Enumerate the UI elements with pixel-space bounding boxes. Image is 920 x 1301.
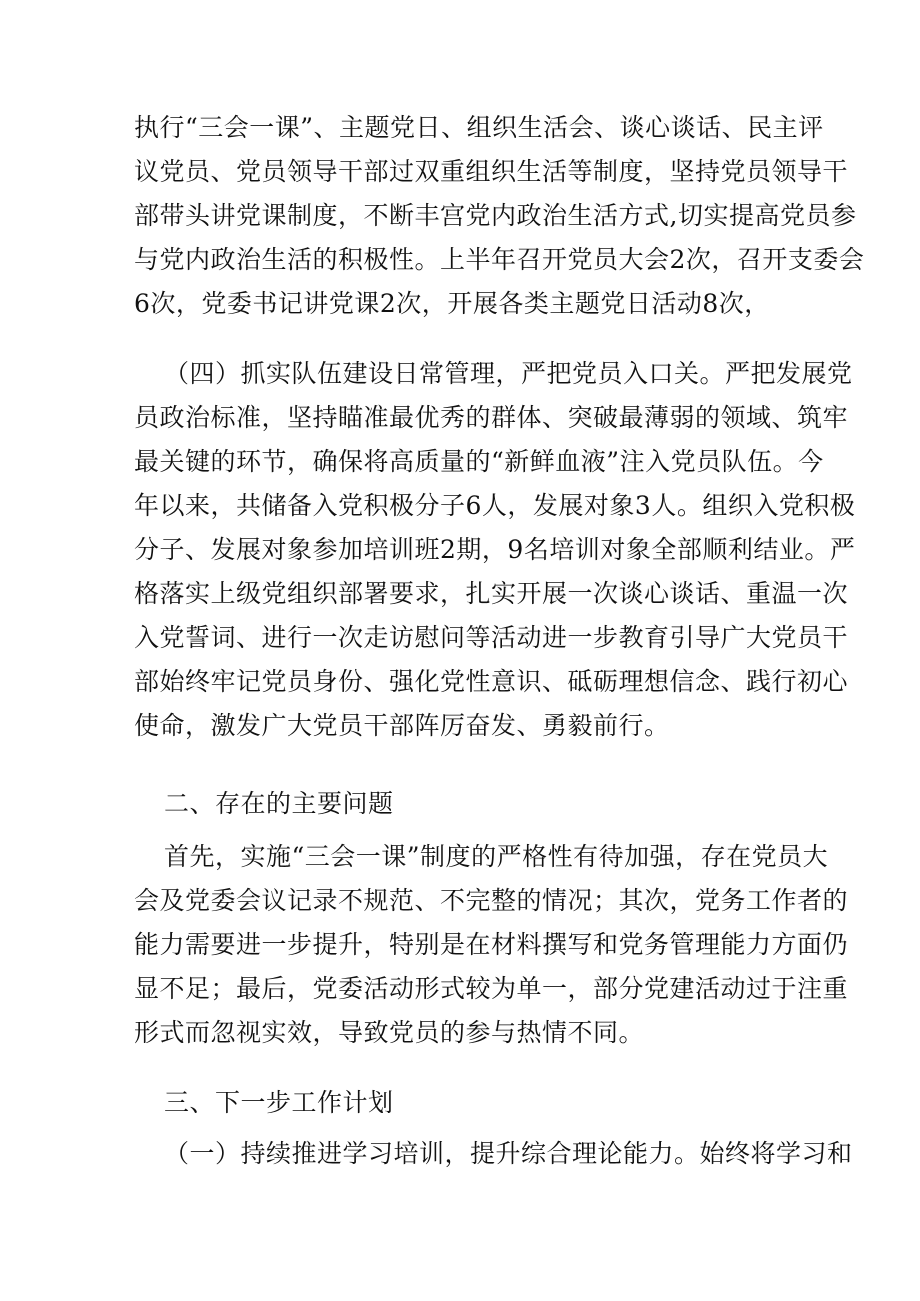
text-line: 使命，激发广大党员干部阵厉奋发、勇毅前行。 [134, 711, 670, 740]
paragraph-team-building [134, 352, 856, 748]
text-line: 格落实上级党组织部署要求，扎实开展一次谈心谈话、重温一次 [134, 579, 849, 608]
paragraph-problems [134, 835, 849, 1055]
text-line: 入党誓词、进行一次走访慰问等活动进一步教育引导广大党员干 [134, 623, 849, 652]
text-line: 议党员、党员领导干部过双重组织生活等制度，坚持党员领导干 [134, 157, 849, 186]
paragraph-plan [134, 1132, 853, 1176]
section-heading: 三、下一步工作计划 [164, 1088, 394, 1117]
text-line: 与党内政治生活的积极性。上半年召开党员大会2次，召开支委会 [134, 245, 865, 274]
text-line: 形式而忽视实效，导致党员的参与热情不同。 [134, 1018, 645, 1047]
text-line: 部带头讲党课制度，不断丰宫党内政治生活方式,切实提高党员参 [134, 201, 857, 230]
text-line: （一）持续推进学习培训，提升综合理论能力。始终将学习和 [164, 1139, 853, 1168]
text-line: 能力需要进一步提升，特别是在材料撰写和党务管理能力方面仍 [134, 930, 849, 959]
section-heading: 二、存在的主要问题 [164, 789, 394, 818]
text-line: 会及党委会议记录不规范、不完整的情况；其次，党务工作者的 [134, 886, 849, 915]
text-line: 最关键的环节，确保将高质量的“新鲜血液”注入党员队伍。今 [134, 447, 824, 476]
text-line: 分子、发展对象参加培训班2期，9名培训对象全部顺利结业。严 [134, 535, 856, 564]
section-heading-problems [134, 782, 794, 826]
text-line: （四）抓实队伍建设日常管理，严把党员入口关。严把发展党 [164, 359, 853, 388]
text-line: 首先，实施“三会一课”制度的严格性有待加强，存在党员大 [164, 842, 829, 871]
text-line: 年以来，共储备入党积极分子6人，发展对象3人。组织入党积极 [134, 491, 856, 520]
text-line: 6次，党委书记讲党课2次，开展各类主题党日活动8次， [134, 289, 770, 318]
text-line: 显不足；最后，党委活动形式较为单一，部分党建活动过于注重 [134, 974, 849, 1003]
text-line: 员政治标准，坚持瞄准最优秀的群体、突破最薄弱的领域、筑牢 [134, 403, 849, 432]
text-line: 部始终牢记党员身份、强化党性意识、砥砺理想信念、践行初心 [134, 667, 849, 696]
paragraph-continuation [134, 106, 865, 326]
text-line: 执行“三会一课”、主题党日、组织生活会、谈心谈话、民主评 [134, 113, 824, 142]
section-heading-plan [134, 1081, 794, 1125]
